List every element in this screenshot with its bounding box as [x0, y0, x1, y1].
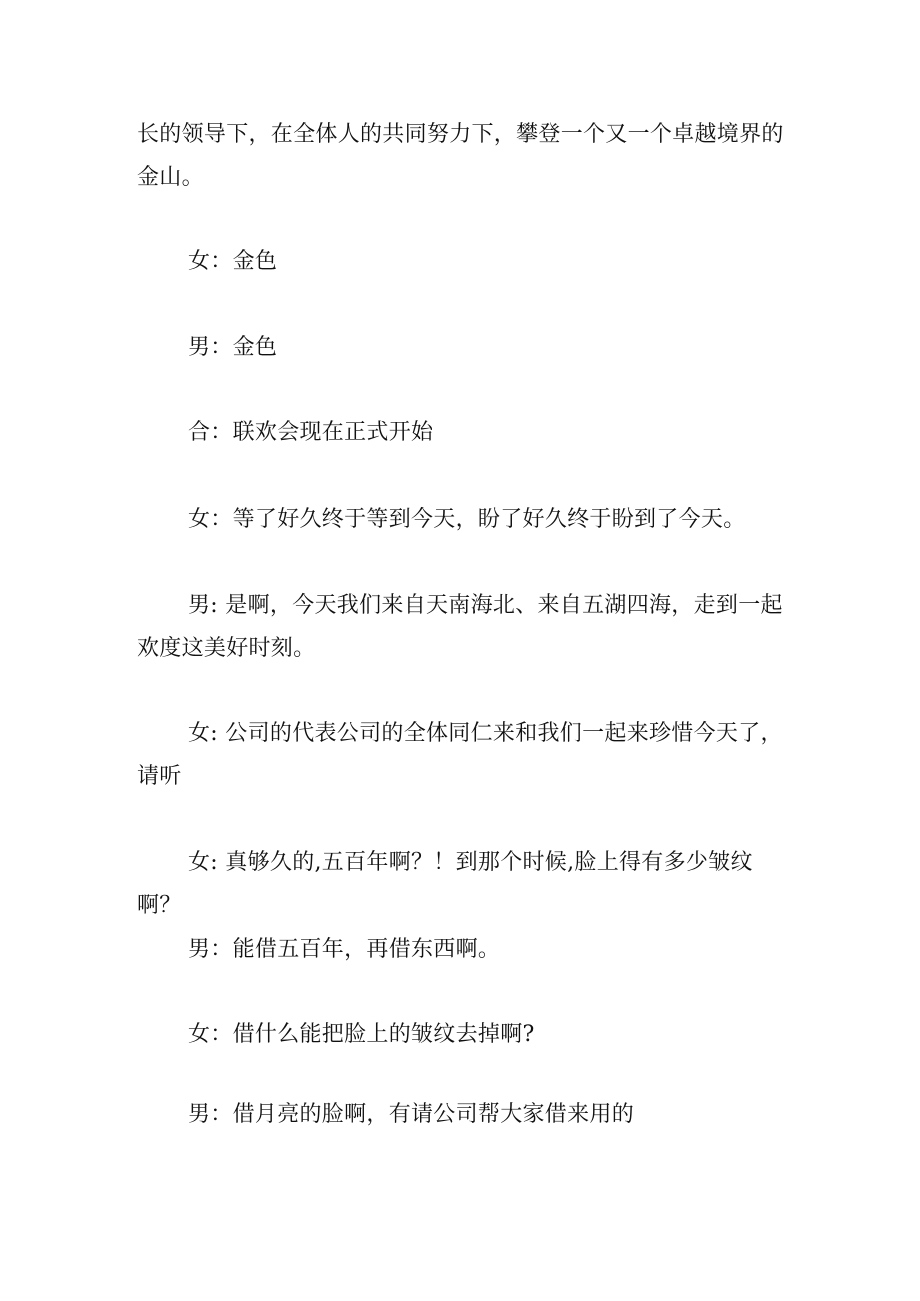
- paragraph-male-line: 男: 是啊，今天我们来自天南海北、来自五湖四海，走到一起欢度这美好时刻。: [137, 593, 783, 661]
- paragraph-female-line: 女: 真够久的,五百年啊？！到那个时候,脸上得有多少皱纹啊？: [137, 850, 753, 918]
- paragraph-female-line: 女：等了好久终于等到今天，盼了好久终于盼到了今天。: [188, 507, 746, 532]
- paragraph-male-line: 男：能借五百年，再借东西啊。: [188, 937, 501, 962]
- paragraph-continuation: 长的领导下，在全体人的共同努力下，攀登一个又一个卓越境界的金山。: [137, 122, 784, 190]
- paragraph-male-line: 男：借月亮的脸啊，有请公司帮大家借来用的: [188, 1102, 635, 1127]
- paragraph-together-line: 合：联欢会现在正式开始: [188, 420, 434, 445]
- paragraph-female-line: 女: 公司的代表公司的全体同仁来和我们一起来珍惜今天了，请听: [137, 721, 783, 789]
- paragraph-female-line: 女：借什么能把脸上的皱纹去掉啊?: [188, 1022, 535, 1047]
- paragraph-female-line: 女：金色: [188, 249, 278, 274]
- paragraph-male-line: 男：金色: [188, 335, 278, 360]
